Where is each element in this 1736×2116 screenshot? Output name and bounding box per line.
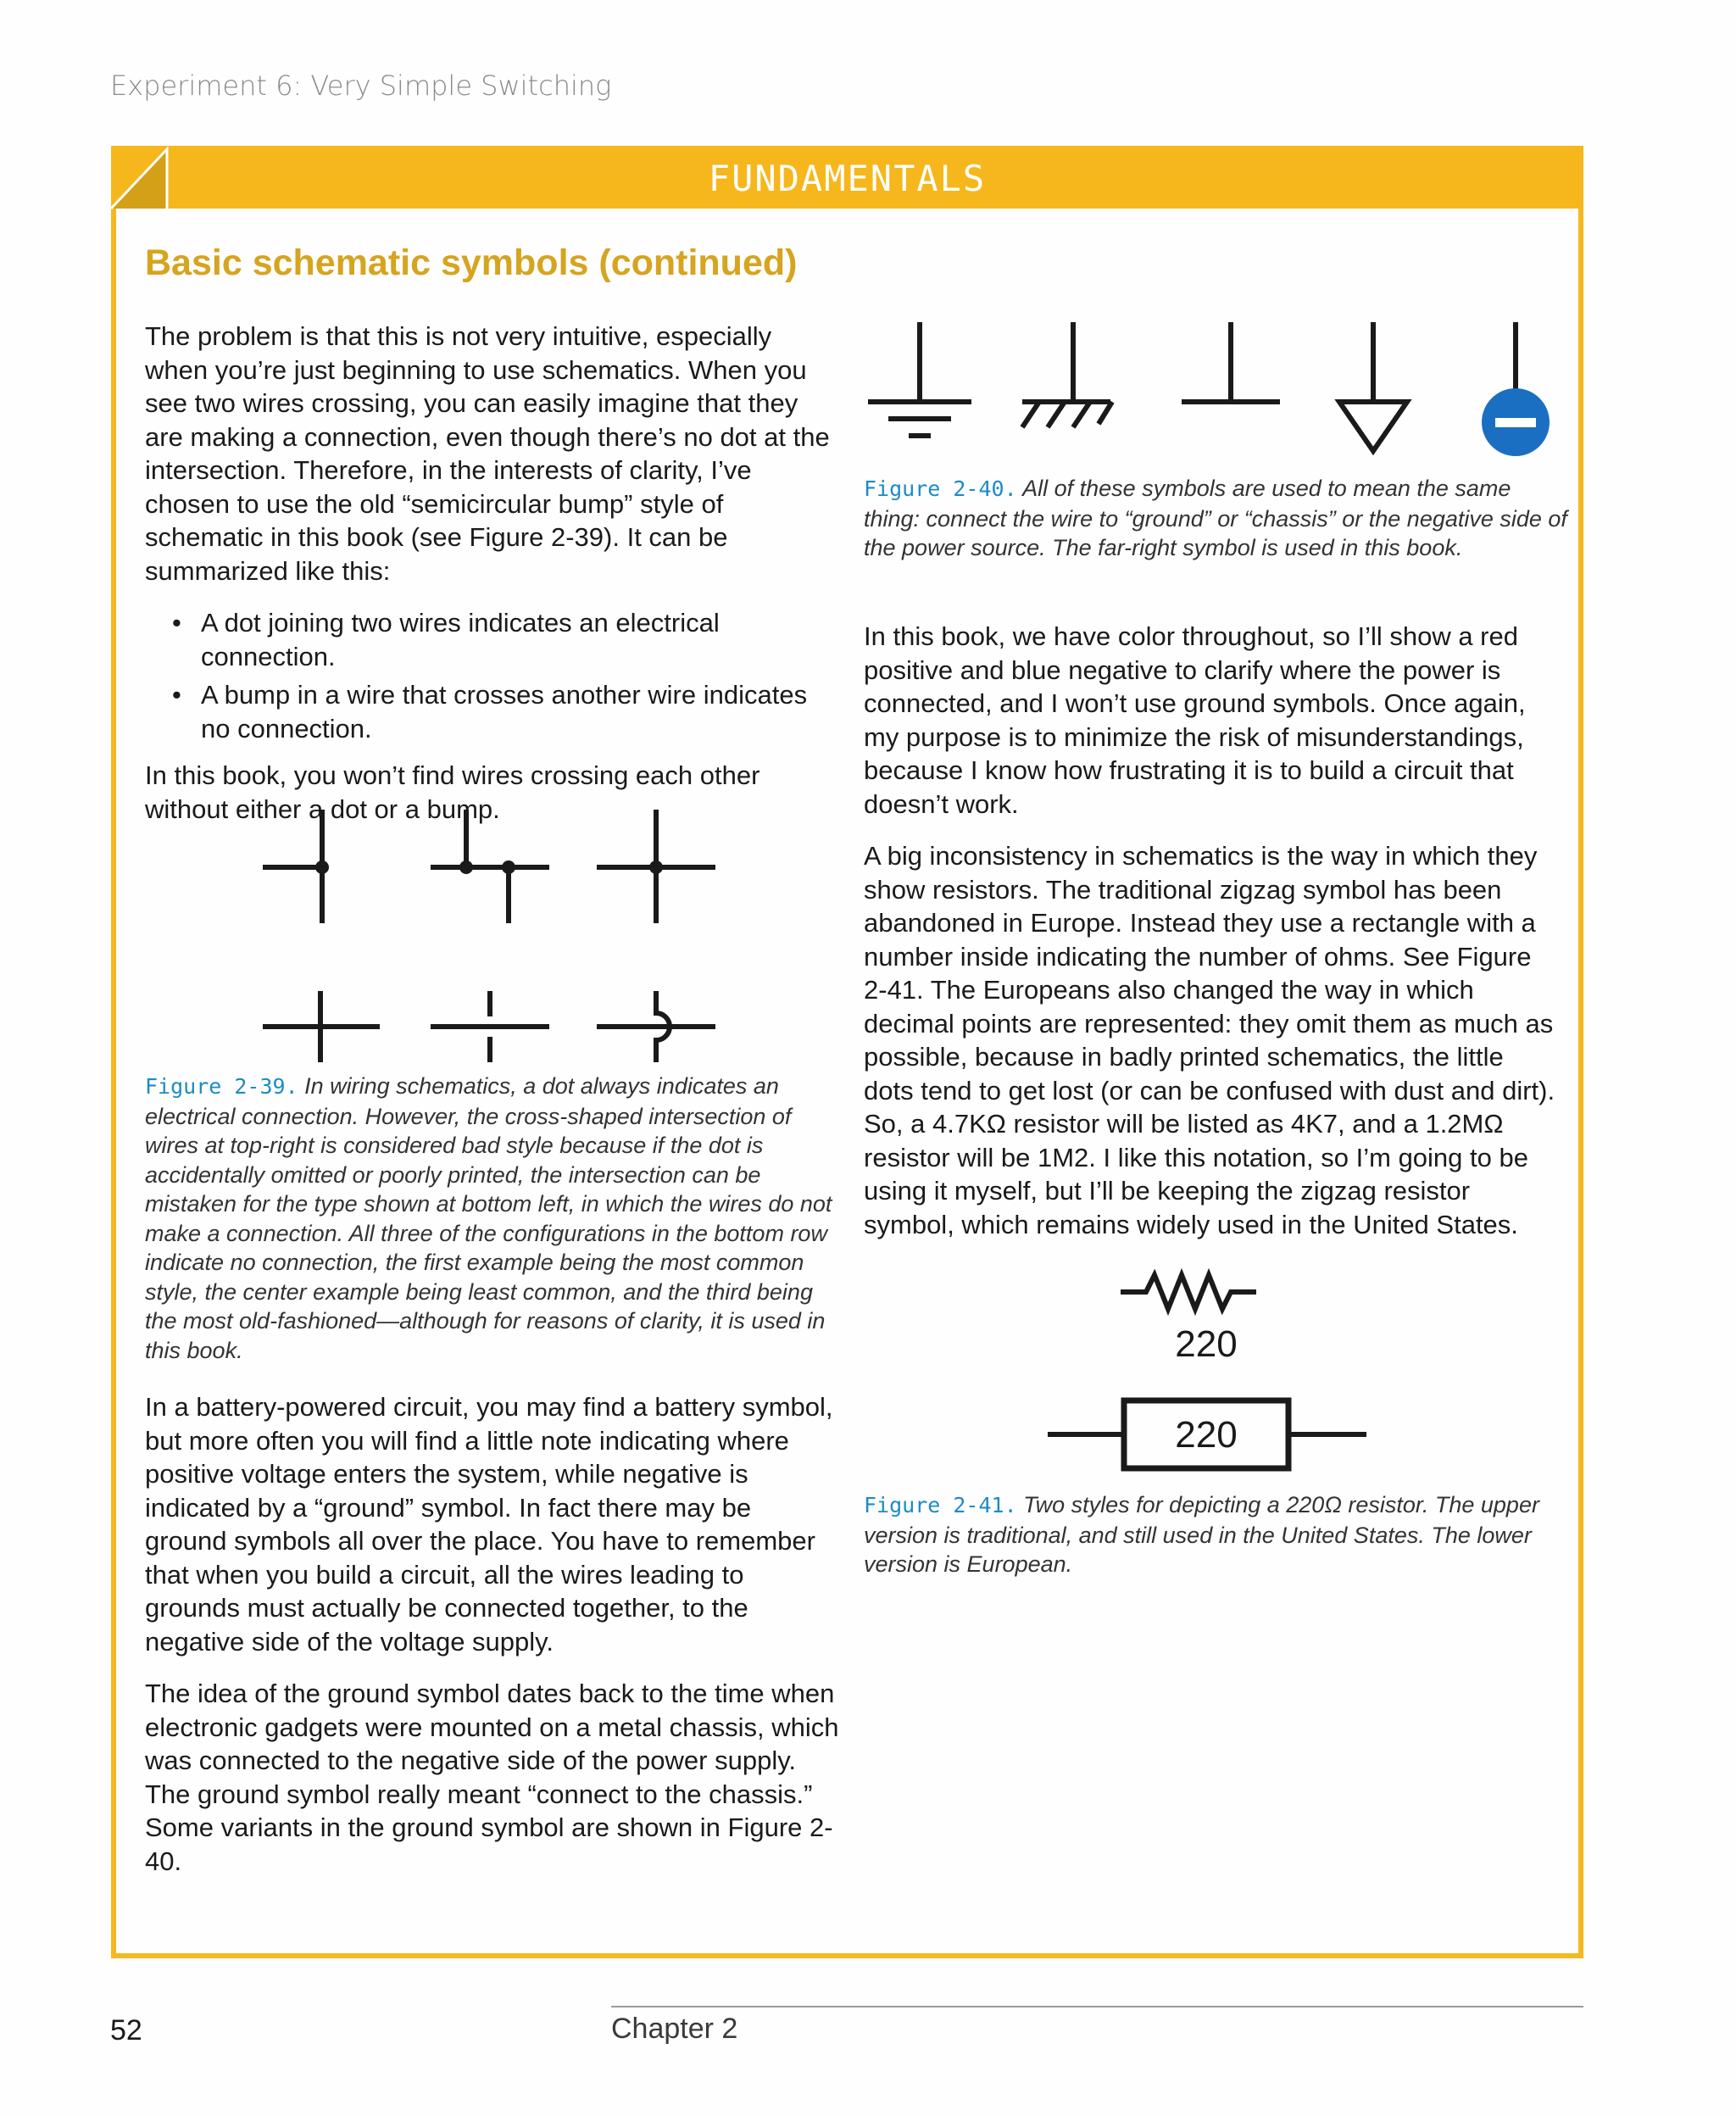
right-column-text <box>864 620 1559 1260</box>
figure-2-39-wire-crossings <box>254 810 729 1064</box>
paragraph: The idea of the ground symbol dates back to the time when electronic gadgets were mounted on a metal chassis, which was connected to the negative side of the power supply. The ground symbol really meant “connect to the chassis.” Some variants in the ground symbol are shown in Figure 2-40. <box>145 1679 839 1876</box>
figure-2-41-resistor-symbols <box>1043 1263 1382 1484</box>
paragraph: In this book, we have color throughout, so I’ll show a red positive and blue negative to clarify where the power is connected, and I won’t use ground symbols. Once again, my purpose is to minimize the risk of misunderstandings, because I know how frustrating it is to build a circuit that doesn’t work. <box>864 621 1526 819</box>
paragraph: A big inconsistency in schematics is the way in which they show resistors. The traditional zigzag symbol has been abandoned in Europe. Instead they use a rectangle with a number inside indicating the number of ohms. See Figure 2-41. The Europeans also changed the way in which decimal points are represented: they omit them as much as possible, because in badly printed schematics, the little dots tend to get lost (or can be confused with dust and dirt). So, a 4.7KΩ resistor will be listed as 4K7, and a 1.2MΩ resistor will be 1M2. I like this notation, so I’m going to be using it myself, but I’ll be keeping the zigzag resistor symbol, which remains widely used in the United States. <box>864 841 1555 1239</box>
figure-label: Figure 2-39. <box>145 1074 298 1099</box>
paragraph: The problem is that this is not very intuitive, especially when you’re just beginning to use schematics. When you see two wires crossing, you can easily imagine that they are making a connection, even though there’s no dot at the intersection. Therefore, in the interests of clarity, I’ve chosen to use the old “semicircular bump” style of schematic in this book (see Figure 2-39). It can be summarized like this: <box>145 321 830 586</box>
bullet-list <box>145 606 840 745</box>
page-number: 52 <box>110 2014 142 2046</box>
figure-label: Figure 2-40. <box>864 476 1017 501</box>
running-head: Experiment 6: Very Simple Switching <box>110 70 612 102</box>
european-resistor-value: 220 <box>1175 1414 1238 1456</box>
footer-divider <box>611 2006 1583 2007</box>
banner-label: FUNDAMENTALS <box>708 158 987 199</box>
section-title: Basic schematic symbols (continued) <box>145 242 798 283</box>
corner-fold-icon <box>111 146 170 209</box>
figure-2-41-caption <box>864 1490 1567 1579</box>
paragraph: In a battery-powered circuit, you may find a battery symbol, but more often you will find a little note indicating where positive voltage enters the system, while negative is indicated by a “ground” symbol. In fact there may be ground symbols all over the place. You have to remember that when you build a circuit, all the wires leading to grounds must actually be connected together, to the negative side of the voltage supply. <box>145 1392 833 1657</box>
paragraph: In this book, you won’t find wires crossing each other without either a dot or a bump. <box>145 760 760 824</box>
list-item: • A dot joining two wires indicates an electrical connection. <box>201 606 840 673</box>
chapter-label: Chapter 2 <box>611 2013 738 2045</box>
figure-2-39-caption <box>145 1072 840 1365</box>
zigzag-resistor-value: 220 <box>1175 1323 1238 1365</box>
caption-text: Two styles for depicting a 220Ω resistor. The upper version is traditional, and still used in the United States. The lower version is European. <box>864 1492 1539 1577</box>
list-item: • A bump in a wire that crosses another wire indicates no connection. <box>201 678 840 745</box>
left-column-top <box>145 320 840 844</box>
figure-2-40-caption <box>864 474 1567 563</box>
zigzag-resistor <box>1121 1275 1256 1309</box>
left-column-bottom <box>145 1390 840 1896</box>
figure-label: Figure 2-41. <box>864 1493 1017 1517</box>
fundamentals-banner <box>111 146 1583 209</box>
figure-2-40-ground-symbols <box>865 322 1560 462</box>
caption-text: All of these symbols are used to mean the same thing: connect the wire to “ground” or “chassis” or the negative side of the power source. The far-right symbol is used in this book. <box>864 476 1567 560</box>
caption-text: In wiring schematics, a dot always indicates an electrical connection. However, the cross-shaped intersection of wires at top-right is considered bad style because if the dot is accidentally omitted or poorly printed, the intersection can be mistaken for the type shown at bottom left, in which the wires do not make a connection. All three of the configurations in the bottom row indicate no connection, the first example being the most common style, the center example being least common, and the third being the most old-fashioned—although for reasons of clarity, it is used in this book. <box>145 1073 832 1363</box>
